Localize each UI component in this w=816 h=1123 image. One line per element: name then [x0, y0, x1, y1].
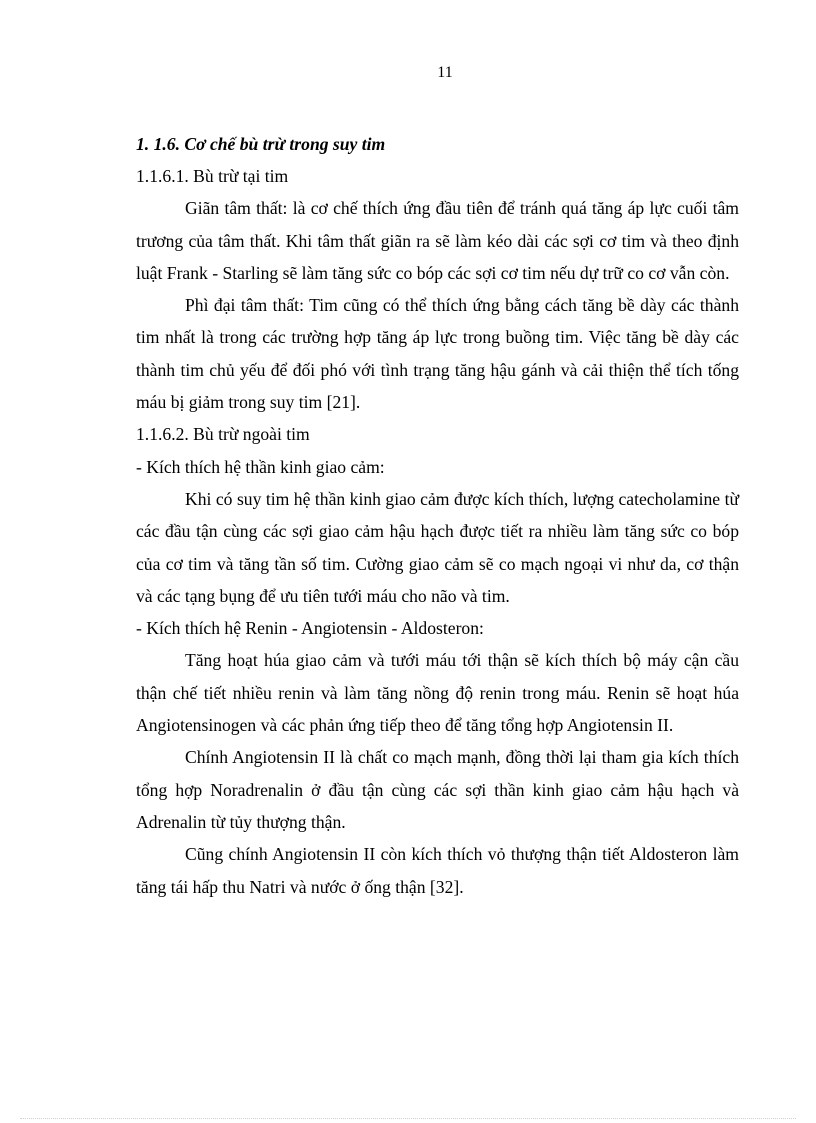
paragraph-renin: Tăng hoạt húa giao cảm và tưới máu tới thận sẽ kích thích bộ máy cận cầu thận chế tiết nhiều renin và làm tăng nồng độ renin trong máu. Renin sẽ hoạt húa Angiotensinogen và các phản ứng tiếp theo để tăng tổng hợp Angiotensin II.: [136, 650, 739, 736]
page-number: 11: [437, 64, 453, 81]
paragraph-ventricular-dilation: Giãn tâm thất: là cơ chế thích ứng đầu tiên để tránh quá tăng áp lực cuối tâm trương của tâm thất. Khi tâm thất giãn ra sẽ làm kéo dài các sợi cơ tim và theo định luật Frank - Starling sẽ làm tăng sức co bóp các sợi cơ tim nếu dự trữ co cơ vẫn còn.: [136, 198, 739, 283]
footer-divider: [20, 1118, 796, 1119]
paragraph-aldosterone: Cũng chính Angiotensin II còn kích thích vỏ thượng thận tiết Aldosteron làm tăng tái hấp thu Natri và nước ở ống thận [32].: [136, 844, 739, 897]
document-body: [136, 128, 739, 903]
subsection-heading-cardiac: 1.1.6.1. Bù trừ tại tim: [136, 166, 289, 186]
paragraph-ventricular-hypertrophy: Phì đại tâm thất: Tim cũng có thể thích ứng bằng cách tăng bề dày các thành tim nhất là trong các trường hợp tăng áp lực trong buồng tim. Việc tăng bề dày các thành tim chủ yếu để đối phó với tình trạng tăng hậu gánh và cải thiện thể tích tống máu bị giảm trong suy tim [21].: [136, 295, 739, 413]
bullet-raas: - Kích thích hệ Renin - Angiotensin - Aldosteron:: [136, 618, 484, 639]
section-heading: 1. 1.6. Cơ chế bù trừ trong suy tim: [136, 134, 386, 154]
bullet-sympathetic: - Kích thích hệ thần kinh giao cảm:: [136, 456, 385, 477]
paragraph-sympathetic: Khi có suy tim hệ thần kinh giao cảm được kích thích, lượng catecholamine từ các đầu tận cùng các sợi giao cảm hậu hạch được tiết ra nhiều làm tăng sức co bóp của cơ tim và tăng tần số tim. Cường giao cảm sẽ co mạch ngoại vi như da, cơ thận và các tạng bụng để ưu tiên tưới máu cho não và tim.: [136, 488, 739, 606]
subsection-heading-extracardiac: 1.1.6.2. Bù trừ ngoài tim: [136, 424, 310, 445]
paragraph-angiotensin: Chính Angiotensin II là chất co mạch mạnh, đồng thời lại tham gia kích thích tổng hợp Noradrenalin ở đầu tận cùng các sợi thần kinh giao cảm hậu hạch và Adrenalin từ tủy thượng thận.: [136, 747, 739, 832]
